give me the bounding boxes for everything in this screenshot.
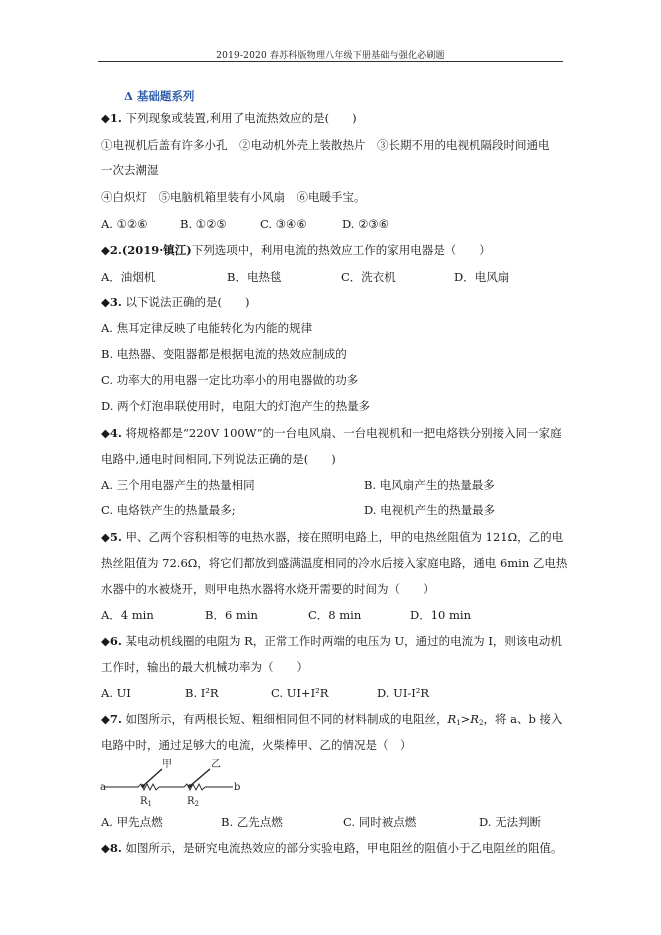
q3-option-a[interactable]: A. 焦耳定律反映了电能转化为内能的规律 bbox=[101, 321, 313, 335]
q6-options bbox=[101, 686, 561, 700]
q4-option-d[interactable]: D. 电视机产生的热量最多 bbox=[364, 503, 496, 517]
q1-text: 下列现象或装置,利用了电流热效应的是( ) bbox=[121, 111, 357, 125]
label-jia: 甲 bbox=[162, 759, 172, 770]
q8-text: 如图所示，是研究电流热效应的部分实验电路，甲电阻丝的阻值小于乙电阻丝的阻值。 bbox=[121, 841, 563, 855]
q6-option-b[interactable]: B. I²R bbox=[185, 686, 219, 700]
q4-number: ◆4. bbox=[101, 426, 122, 440]
q2-option-d[interactable]: D．电风扇 bbox=[454, 270, 510, 284]
match-yi bbox=[190, 769, 210, 786]
q7-option-b[interactable]: B. 乙先点燃 bbox=[221, 815, 283, 829]
q1-option-d[interactable]: D. ②③⑥ bbox=[342, 217, 390, 231]
label-a: a bbox=[100, 782, 106, 793]
label-b: b bbox=[234, 782, 241, 793]
q7-options bbox=[101, 815, 561, 829]
q3-number: ◆3. bbox=[101, 295, 122, 309]
q5-number: ◆5. bbox=[101, 530, 122, 544]
q7-option-a[interactable]: A. 甲先点燃 bbox=[101, 815, 163, 829]
q6-text: 某电动机线圈的电阻为 R，正常工作时两端的电压为 U，通过的电流为 I，则该电动机 bbox=[121, 634, 562, 648]
resistor-r2-zigzag bbox=[184, 784, 205, 790]
q7-gt: > bbox=[460, 712, 471, 726]
q2-text: 下列选项中，利用电流的热效应工作的家用电器是（ ） bbox=[191, 243, 491, 257]
q5-option-d[interactable]: D．10 min bbox=[410, 608, 471, 622]
page-header: 2019-2020 春苏科版物理八年级下册基础与强化必刷题 bbox=[216, 51, 445, 61]
label-r1-main: R bbox=[140, 796, 148, 807]
q6-option-c[interactable]: C. UI+I²R bbox=[271, 686, 329, 700]
q7-text-b: ，将 a、b 接入 bbox=[483, 712, 563, 726]
q2-option-c[interactable]: C．洗衣机 bbox=[341, 270, 396, 284]
q5-option-a[interactable]: A．4 min bbox=[101, 608, 154, 622]
q2-number: ◆2.(2019·镇江) bbox=[101, 243, 192, 257]
q1-option-a[interactable]: A. ①②⑥ bbox=[101, 217, 148, 231]
q2-stem bbox=[101, 243, 491, 257]
q7-number: ◆7. bbox=[101, 712, 122, 726]
q7-r1-sub: 1 bbox=[456, 719, 461, 727]
header-rule bbox=[98, 61, 563, 62]
q7-text-a: 如图所示，有两根长短、粗细相同但不同的材料制成的电阻丝， bbox=[121, 712, 448, 726]
q5-options bbox=[101, 608, 561, 622]
match-jia bbox=[143, 769, 162, 786]
q6-stem-line2: 工作时，输出的最大机械功率为（ ） bbox=[101, 660, 308, 674]
label-r2 bbox=[187, 796, 199, 808]
section-title: Δ 基础题系列 bbox=[124, 89, 195, 103]
q4-stem-line2: 电路中,通电时间相同,下列说法正确的是( ) bbox=[101, 452, 336, 466]
q7-option-c[interactable]: C. 同时被点燃 bbox=[343, 815, 417, 829]
q3-option-d[interactable]: D. 两个灯泡串联使用时，电阻大的灯泡产生的热量多 bbox=[101, 399, 371, 413]
label-yi: 乙 bbox=[211, 759, 221, 770]
q2-option-b[interactable]: B．电热毯 bbox=[227, 270, 282, 284]
q7-circuit-figure bbox=[98, 754, 278, 808]
q2-options bbox=[101, 270, 561, 284]
q5-option-c[interactable]: C．8 min bbox=[308, 608, 362, 622]
label-r2-main: R bbox=[187, 796, 195, 807]
q4-options-row1 bbox=[101, 478, 561, 492]
q5-stem-line2: 热丝阻值为 72.6Ω，将它们都放到盛满温度相同的冷水后接入家庭电路，通电 6min 乙电热 bbox=[101, 556, 568, 570]
match-jia-head bbox=[141, 784, 145, 788]
q1-option-b[interactable]: B. ①②⑤ bbox=[180, 217, 227, 231]
q5-stem-line3: 水器中的水被烧开，则甲电热水器将水烧开需要的时间为（ ） bbox=[101, 582, 435, 596]
q7-option-d[interactable]: D. 无法判断 bbox=[479, 815, 542, 829]
q1-number: ◆1. bbox=[101, 111, 122, 125]
q4-option-c[interactable]: C. 电烙铁产生的热量最多; bbox=[101, 503, 236, 517]
q3-option-c[interactable]: C. 功率大的用电器一定比功率小的用电器做的功多 bbox=[101, 373, 359, 387]
q5-stem bbox=[101, 530, 563, 544]
q1-stem bbox=[101, 111, 357, 125]
q5-option-b[interactable]: B．6 min bbox=[205, 608, 258, 622]
q1-option-c[interactable]: C. ③④⑥ bbox=[260, 217, 307, 231]
q6-stem bbox=[101, 634, 562, 648]
q4-options-row2 bbox=[101, 503, 561, 517]
q7-r1: R bbox=[447, 712, 457, 726]
resistor-r1-zigzag bbox=[138, 784, 159, 790]
q1-options bbox=[101, 217, 561, 231]
q7-stem bbox=[101, 712, 562, 730]
q7-r2-sub: 2 bbox=[478, 719, 484, 727]
q3-option-b[interactable]: B. 电热器、变阻器都是根据电流的热效应制成的 bbox=[101, 347, 347, 361]
q1-items-line2: 一次去潮湿 bbox=[101, 163, 159, 177]
q8-number: ◆8. bbox=[101, 841, 122, 855]
q7-stem-line2: 电路中时，通过足够大的电流，火柴棒甲、乙的情况是（ ） bbox=[101, 738, 412, 752]
q5-text: 甲、乙两个容积相等的电热水器，接在照明电路上，甲的电热丝阻值为 121Ω，乙的电 bbox=[121, 530, 564, 544]
q8-stem bbox=[101, 841, 563, 855]
q4-stem bbox=[101, 426, 562, 440]
q3-stem bbox=[101, 295, 250, 309]
label-r2-sub: 2 bbox=[194, 800, 199, 808]
q6-number: ◆6. bbox=[101, 634, 122, 648]
q4-text: 将规格都是“220V 100W”的一台电风扇、一台电视机和一把电烙铁分别接入同一家庭 bbox=[121, 426, 562, 440]
q3-text: 以下说法正确的是( ) bbox=[121, 295, 250, 309]
q4-option-a[interactable]: A. 三个用电器产生的热量相同 bbox=[101, 478, 255, 492]
q2-option-a[interactable]: A．油烟机 bbox=[101, 270, 156, 284]
q6-option-a[interactable]: A. UI bbox=[101, 686, 131, 700]
q7-r2: R bbox=[470, 712, 479, 726]
q1-items-line1: ①电视机后盖有许多小孔 ②电动机外壳上装散热片 ③长期不用的电视机隔段时间通电 bbox=[101, 138, 550, 152]
label-r1-sub: 1 bbox=[147, 800, 152, 808]
q1-items-line3: ④白炽灯 ⑤电脑机箱里装有小风扇 ⑥电暖手宝。 bbox=[101, 190, 366, 204]
match-yi-head bbox=[188, 784, 192, 788]
q4-option-b[interactable]: B. 电风扇产生的热量最多 bbox=[364, 478, 495, 492]
label-r1 bbox=[140, 796, 152, 808]
q6-option-d[interactable]: D. UI-I²R bbox=[377, 686, 430, 700]
